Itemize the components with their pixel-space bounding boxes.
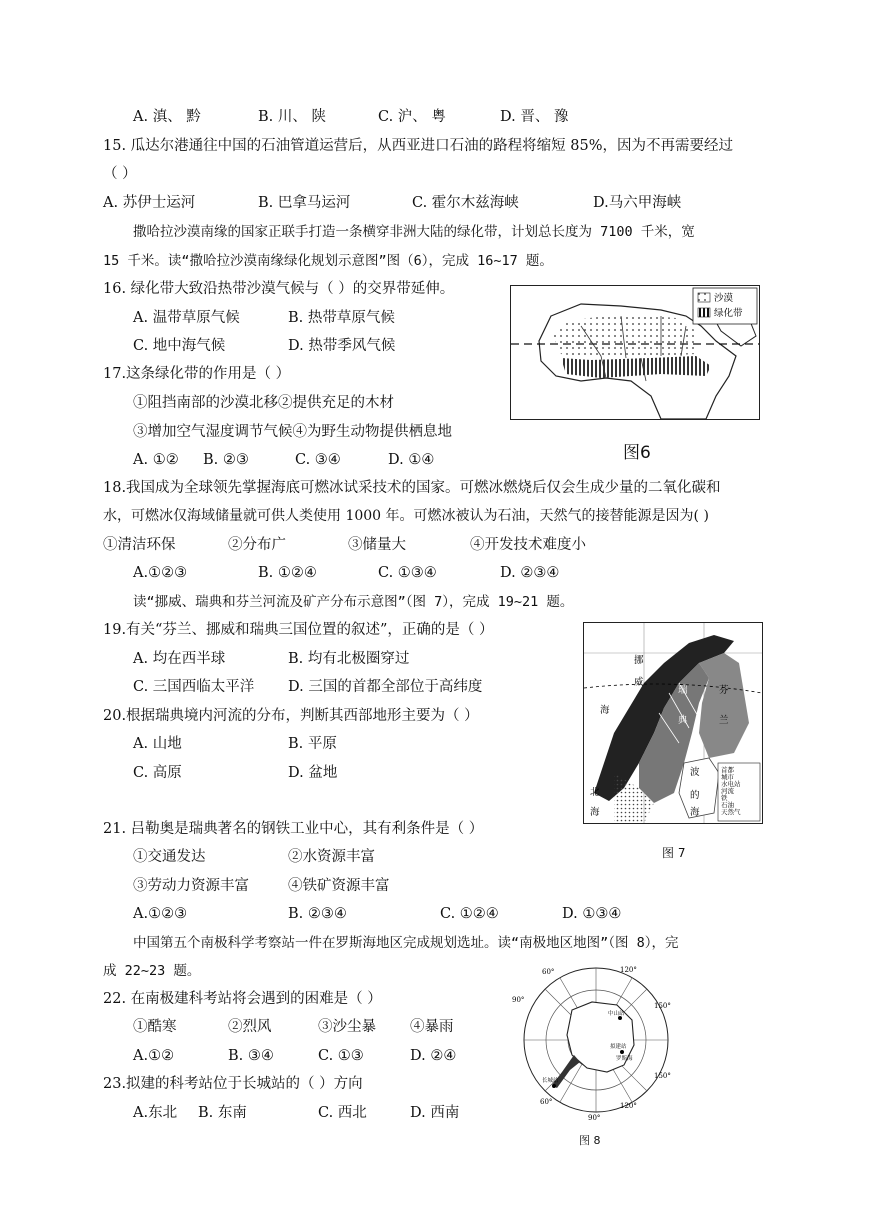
- deg-label-2: 90°: [512, 996, 525, 1004]
- label-hai-3: 海: [590, 807, 600, 818]
- figure-8-antarctica-map: [512, 960, 680, 1122]
- q20-option-b: B. 平原: [288, 736, 337, 752]
- q19-stem: 19.有关“芬兰、挪威和瑞典三国位置的叙述”，正确的是（ ）: [103, 622, 494, 638]
- q22-option-d: D. ②④: [410, 1048, 457, 1064]
- deg-label-8: 60°: [540, 1098, 553, 1106]
- q19-option-d: D. 三国的首都全部位于高纬度: [288, 679, 483, 695]
- intro-22-23-line1: 中国第五个南极科学考察站一件在罗斯海地区完成规划选址。读“南极地区地图”（图 8），完: [133, 935, 679, 951]
- intro-16-17-line1: 撒哈拉沙漠南缘的国家正联手打造一条横穿非洲大陆的绿化带，计划总长度为 7100 千米，宽: [133, 224, 695, 240]
- legend-capital: 首都: [721, 766, 734, 774]
- q14-option-c: C. 沪、 粤: [378, 109, 446, 125]
- q18-stem-line1: 18.我国成为全球领先掌握海底可燃冰试采技术的国家。可燃冰燃烧后仅会生成少量的二氧化碳和: [103, 480, 721, 496]
- label-dian: 典: [678, 715, 688, 726]
- figure-7-scandinavia-map: [583, 622, 763, 824]
- q21-option-d: D. ①③④: [562, 906, 622, 922]
- q21-item-3: ③劳动力资源丰富: [133, 878, 249, 894]
- q19-option-c: C. 三国西临太平洋: [133, 679, 255, 695]
- label-rui: 瑞: [678, 685, 688, 696]
- legend-city: 城市: [721, 773, 734, 781]
- q19-option-a: A. 均在西半球: [133, 651, 226, 667]
- q17-stem: 17.这条绿化带的作用是（ ）: [103, 366, 291, 382]
- intro-19-21: 读“挪威、瑞典和芬兰河流及矿产分布示意图”（图 7），完成 19~21 题。: [133, 594, 574, 610]
- q21-item-1: ①交通发达: [133, 849, 206, 865]
- q15-option-c: C. 霍尔木兹海峡: [412, 195, 519, 211]
- deg-label-7: 90°: [588, 1114, 601, 1122]
- scandinavia-map-graphic: [584, 623, 762, 823]
- q22-stem: 22. 在南极建科考站将会遇到的困难是（ ）: [103, 991, 382, 1007]
- q17-items-line2: ③增加空气湿度调节气候④为野生动物提供栖息地: [133, 424, 452, 440]
- q15-blank: （ ）: [103, 166, 137, 182]
- legend-desert: 沙漠: [714, 293, 734, 304]
- q16-option-d: D. 热带季风气候: [288, 338, 396, 354]
- q17-option-b: B. ②③: [203, 452, 249, 468]
- label-ross-sea: 罗斯海: [616, 1056, 633, 1062]
- q21-option-b: B. ②③④: [288, 906, 347, 922]
- q21-stem: 21. 吕勒奥是瑞典著名的钢铁工业中心，其有利条件是（ ）: [103, 821, 484, 837]
- q22-item-2: ②烈风: [228, 1019, 272, 1035]
- q18-option-c: C. ①③④: [378, 565, 437, 581]
- q17-option-c: C. ③④: [295, 452, 341, 468]
- label-hai-1: 海: [600, 705, 610, 716]
- label-fen: 芬: [719, 685, 729, 696]
- q15-option-d: D.马六甲海峡: [593, 195, 682, 211]
- q18-item-3: ③储量大: [348, 537, 406, 553]
- q14-option-d: D. 晋、 豫: [500, 109, 569, 125]
- q15-stem: 15. 瓜达尔港通往中国的石油管道运营后，从西亚进口石油的路程将缩短 85%，因为不再需要经过: [103, 138, 734, 154]
- q21-option-c: C. ①②④: [440, 906, 499, 922]
- q22-item-3: ③沙尘暴: [318, 1019, 376, 1035]
- q18-option-b: B. ①②④: [258, 565, 317, 581]
- intro-16-17-line2: 15 千米。读“撒哈拉沙漠南缘绿化规划示意图”图（6），完成 16~17 题。: [103, 253, 553, 269]
- q16-option-c: C. 地中海气候: [133, 338, 226, 354]
- q17-option-a: A. ①②: [133, 452, 179, 468]
- figure-6-caption: 图6: [623, 443, 651, 463]
- label-wei: 威: [634, 677, 644, 688]
- q15-option-b: B. 巴拿马运河: [258, 195, 351, 211]
- label-nuo: 挪: [634, 655, 644, 666]
- q23-option-b: B. 东南: [198, 1105, 247, 1121]
- q16-option-b: B. 热带草原气候: [288, 310, 395, 326]
- q22-option-b: B. ③④: [228, 1048, 274, 1064]
- deg-label-1: 60°: [542, 968, 555, 976]
- legend-green-belt: 绿化带: [714, 308, 743, 319]
- q20-option-c: C. 高原: [133, 765, 182, 781]
- legend-oil: 石油: [721, 801, 734, 809]
- q23-stem: 23.拟建的科考站位于长城站的（ ）方向: [103, 1076, 363, 1092]
- q18-item-4: ④开发技术难度小: [470, 537, 586, 553]
- label-proposed-station: 拟建站: [610, 1044, 627, 1050]
- q21-item-2: ②水资源丰富: [288, 849, 375, 865]
- legend-iron: 铁: [721, 794, 728, 802]
- q23-option-a: A.东北: [133, 1105, 178, 1121]
- q14-option-b: B. 川、 陕: [258, 109, 326, 125]
- q22-item-1: ①酷寒: [133, 1019, 177, 1035]
- q23-option-d: D. 西南: [410, 1105, 460, 1121]
- q18-item-1: ①清洁环保: [103, 537, 176, 553]
- label-changcheng: 长城站: [542, 1078, 559, 1084]
- deg-label-5: 150°: [654, 1072, 671, 1080]
- q22-option-a: A.①②: [133, 1048, 175, 1064]
- q22-item-4: ④暴雨: [410, 1019, 454, 1035]
- q20-stem: 20.根据瑞典境内河流的分布，判断其西部地形主要为（ ）: [103, 708, 479, 724]
- africa-map-graphic: [511, 286, 759, 419]
- q18-stem-line2: 水，可燃冰仅海域储量就可供人类使用 1000 年。可燃冰被认为石油，天然气的接替能源是因为( ): [103, 508, 709, 524]
- label-zhongshan: 中山站: [608, 1011, 625, 1017]
- intro-22-23-line2: 成 22~23 题。: [103, 963, 201, 979]
- figure-6-africa-map: [510, 285, 760, 420]
- q20-option-d: D. 盆地: [288, 765, 338, 781]
- q21-item-4: ④铁矿资源丰富: [288, 878, 390, 894]
- q21-option-a: A.①②③: [133, 906, 188, 922]
- label-hai-2: 海: [690, 807, 700, 818]
- label-bo: 波: [690, 767, 700, 778]
- label-bei: 北: [590, 787, 600, 798]
- q20-option-a: A. 山地: [133, 736, 182, 752]
- q23-option-c: C. 西北: [318, 1105, 367, 1121]
- legend-gas: 天然气: [721, 808, 741, 816]
- figure-7-caption: 图 7: [662, 846, 686, 860]
- q22-option-c: C. ①③: [318, 1048, 364, 1064]
- legend-river: 河流: [721, 787, 734, 795]
- q17-option-d: D. ①④: [388, 452, 435, 468]
- deg-label-3: 120°: [620, 966, 637, 974]
- legend-hydropower: 水电站: [721, 780, 741, 788]
- q16-option-a: A. 温带草原气候: [133, 310, 240, 326]
- q18-option-a: A.①②③: [133, 565, 188, 581]
- label-lan: 兰: [719, 715, 729, 726]
- q19-option-b: B. 均有北极圈穿过: [288, 651, 410, 667]
- q15-option-a: A. 苏伊士运河: [103, 195, 196, 211]
- antarctica-map-graphic: [512, 960, 680, 1122]
- deg-label-4: 150°: [654, 1002, 671, 1010]
- q14-option-a: A. 滇、 黔: [133, 109, 201, 125]
- label-de: 的: [690, 790, 700, 801]
- deg-label-6: 120°: [620, 1102, 637, 1110]
- q17-items-line1: ①阻挡南部的沙漠北移②提供充足的木材: [133, 395, 394, 411]
- q16-stem: 16. 绿化带大致沿热带沙漠气候与（ ）的交界带延伸。: [103, 281, 455, 297]
- figure-8-caption: 图 8: [579, 1134, 601, 1147]
- q18-option-d: D. ②③④: [500, 565, 560, 581]
- q18-item-2: ②分布广: [228, 537, 286, 553]
